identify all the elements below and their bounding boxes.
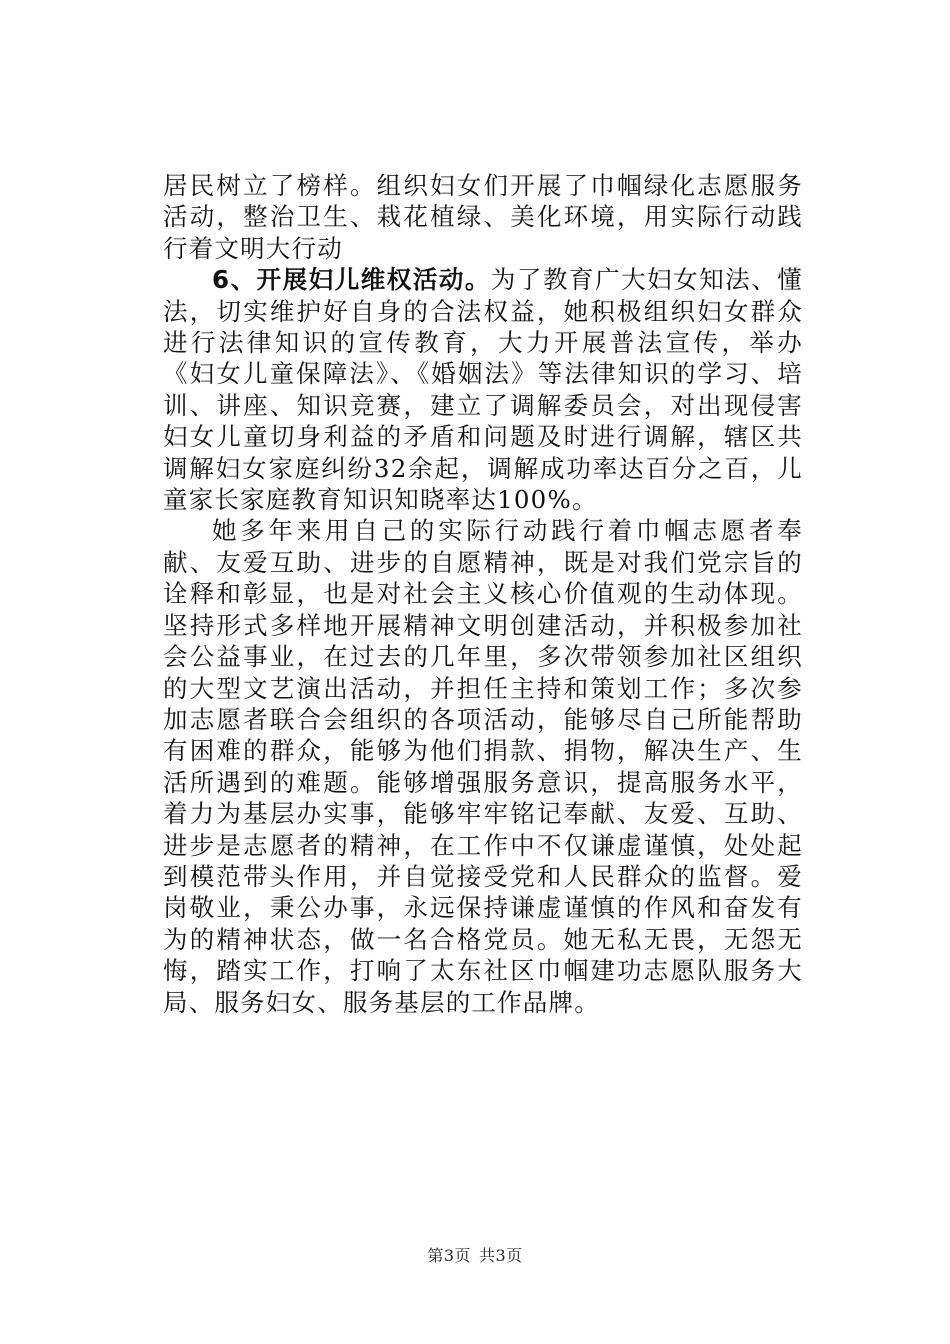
paragraph-text: 为了教育广大妇女知法、懂法，切实维护好自身的合法权益，她积极组织妇女群众进行法律知识的宣传教育，大力开展普法宣传，举办《妇女儿童保障法》、《婚姻法》等法律知识的学习、培训、讲座、知识竞赛，建立了调解委员会，对出现侵害妇女儿童切身利益的矛盾和问题及时进行调解，辖区共调解妇女家庭纠纷32余起，调解成功率达百分之百，儿童家长家庭教育知识知晓率达100%。: [163, 265, 803, 515]
paragraph-rights-activity: [163, 264, 803, 515]
paragraph-continuation: [163, 170, 803, 264]
paragraph-text: 她多年来用自己的实际行动践行着巾帼志愿者奉献、友爱互助、进步的自愿精神，既是对我们党宗旨的诠释和彰显，也是对社会主义核心价值观的生动体现。坚持形式多样地开展精神文明创建活动，并积极参加社会公益事业，在过去的几年里，多次带领参加社区组织的大型文艺演出活动，并担任主持和策划工作；多次参加志愿者联合会组织的各项活动，能够尽自己所能帮助有困难的群众，能够为他们捐款、捐物，解决生产、生活所遇到的难题。能够增强服务意识，提高服务水平，着力为基层办实事，能够牢牢铭记奉献、友爱、互助、进步是志愿者的精神，在工作中不仅谦虚谨慎，处处起到模范带头作用，并自觉接受党和人民群众的监督。爱岗敬业，秉公办事，永远保持谦虚谨慎的作风和奋发有为的精神状态，做一名合格党员。她无私无畏，无怨无悔，踏实工作，打响了太东社区巾帼建功志愿队服务大局、服务妇女、服务基层的工作品牌。: [163, 516, 803, 1017]
page-footer: [0, 1243, 950, 1266]
page-total: 共3页: [479, 1246, 523, 1265]
document-body: [163, 170, 803, 1018]
paragraph-text: 居民树立了榜样。组织妇女们开展了巾帼绿化志愿服务活动，整治卫生、栽花植绿、美化环境，用实际行动践行着文明大行动: [163, 171, 803, 263]
paragraph-heading: 6、开展妇儿维权活动。: [212, 265, 491, 295]
page-number: 第3页: [427, 1246, 471, 1265]
paragraph-summary: [163, 515, 803, 1018]
